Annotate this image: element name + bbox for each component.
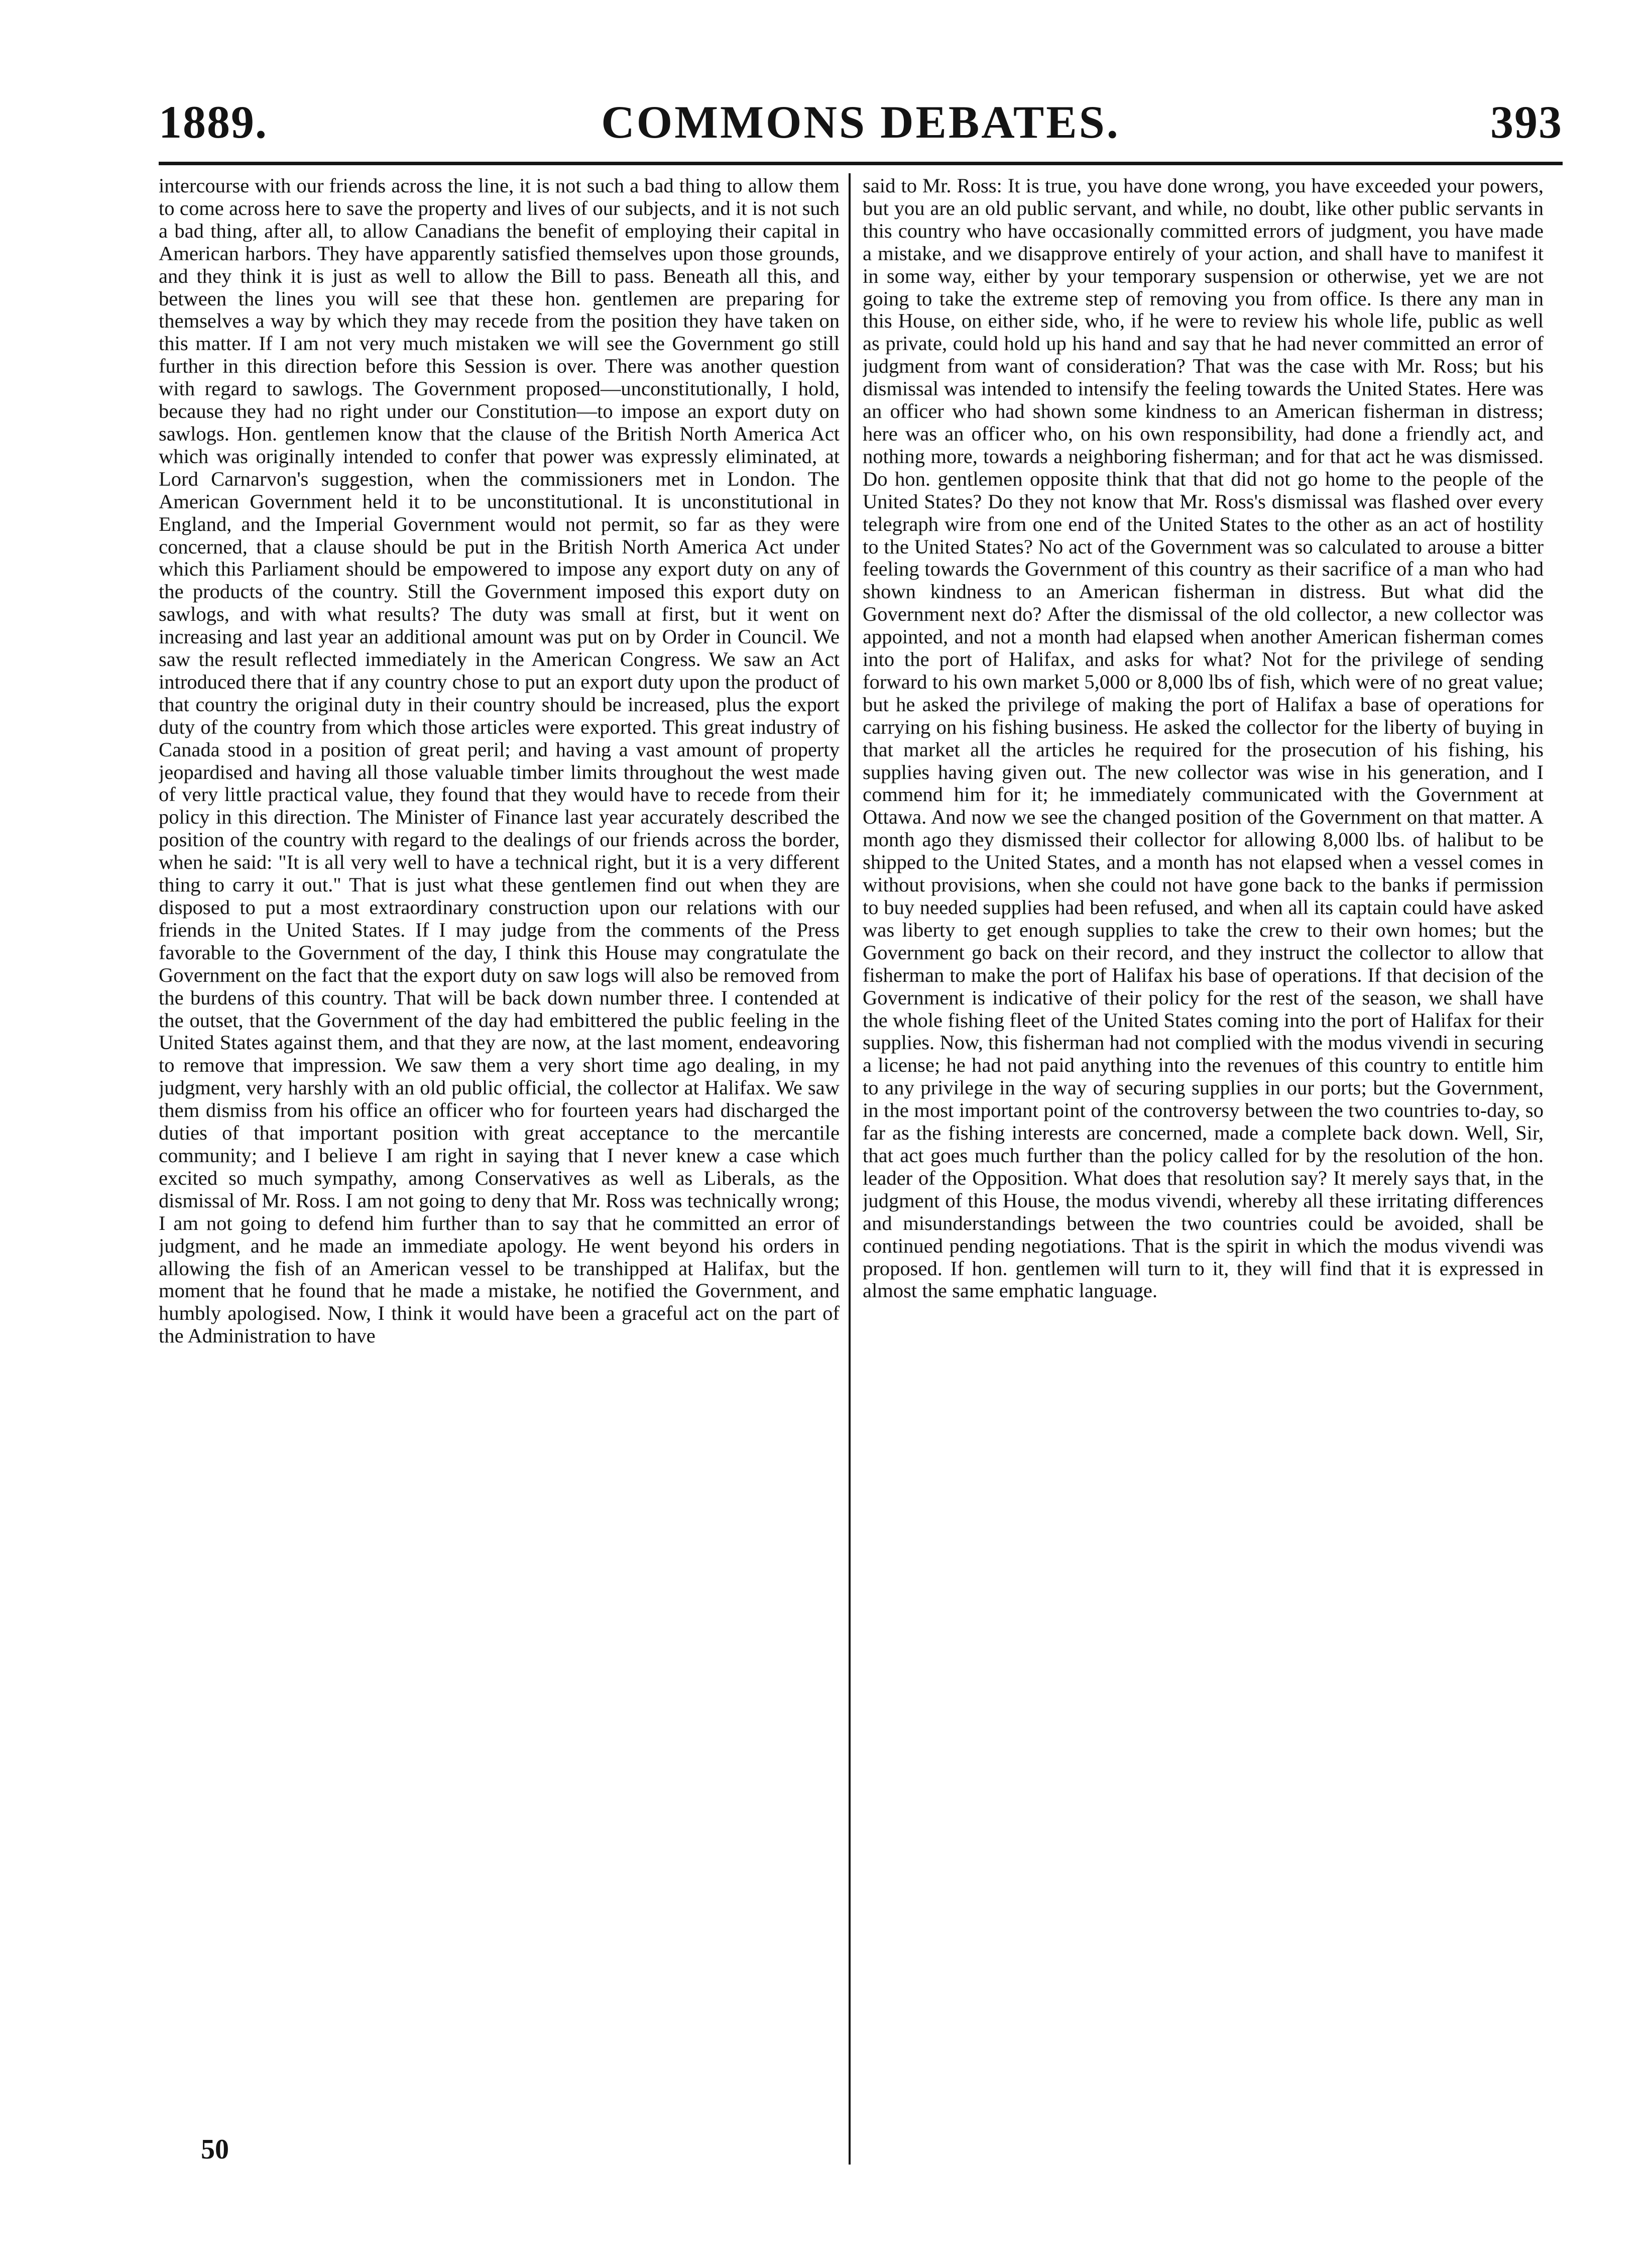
right-column-text: said to Mr. Ross: It is true, you have done wrong, you have exceeded your powers, but you are an old public servant, and while, no doubt, like other public servants in this country who have occasionally committed errors of judgment, you have made a mistake, and we disapprove entirely of your action, and shall have to manifest it in some way, either by your temporary suspension or otherwise, yet we are not going to take the extreme step of removing you from office. Is there any man in this House, on either side, who, if he were to review his whole life, public as well as private, could hold up his hand and say that he had never committed an error of judgment from want of consideration? That was the case with Mr. Ross; but his dismissal was intended to intensify the feeling towards the United States. Here was an officer who had shown some kindness to an American fisherman in distress; here was an officer who, on his own responsibility, had done a friendly act, and nothing more, towards a neighboring fisherman; and for that act he was dismissed. Do hon. gentlemen opposite think that that did not go home to the people of the United States? Do they not know that Mr. Ross's dismissal was flashed over every telegraph wire from one end of the United States to the other as an act of hostility to the United States? No act of the Government was so calculated to arouse a bitter feeling towards the Government of this country as their sacrifice of a man who had shown kindness to an American fisherman in distress. But what did the Government next do? After the dismissal of the old collector, a new collector was appointed, and not a month had elapsed when another American fisherman comes into the port of Halifax, and asks for what? Not for the privilege of sending forward to his own market 5,000 or 8,000 lbs of fish, which were of no great value; but he asked the privilege of making the port of Halifax a base of operations for carrying on his fishing business. He asked the collector for the liberty of buying in that market all the articles he required for the prosecution of his fishing, his supplies having given out. The new collector was wise in his generation, and I commend him for it; he immediately communicated with the Government at Ottawa. And now we see the changed position of the Government on that matter. A month ago they dismissed their collector for allowing 8,000 lbs. of halibut to be shipped to the United States, and a month has not elapsed when a vessel comes in without provisions, when she could not have gone back to the banks if permission to buy needed supplies had been refused, and when all its captain could have asked was liberty to get enough supplies to take the crew to their own homes; but the Government go back on their record, and they instruct the collector to allow that fisherman to make the port of Halifax his base of operations. If that decision of the Government is indicative of their policy for the rest of the season, we shall have the whole fishing fleet of the United States coming into the port of Halifax for their supplies. Now, this fisherman had not complied with the modus vivendi in securing a license; he had not paid anything into the revenues of this country to entitle him to any privilege in the way of securing supplies in our ports; but the Government, in the most important point of the controversy between the two countries to-day, so far as the fishing interests are concerned, made a complete back down. Well, Sir, that act goes much further than the policy called for by the resolution of the hon. leader of the Opposition. What does that resolution say? It merely says that, in the judgment of this House, the modus vivendi, whereby all these irritating differences and misunderstandings between the two countries could be avoided, shall be continued pending negotiations. That is the spirit in which the modus vivendi was proposed. If hon. gentlemen will turn to it, they will find that it is expressed in almost the same emphatic language. — [863, 175, 1544, 1302]
left-column-text: intercourse with our friends across the line, it is not such a bad thing to allow them to come across here to save the property and lives of our subjects, and it is not such a bad thing, after all, to allow Canadians the benefit of employing their capital in American harbors. They have apparently satisfied themselves upon those grounds, and they think it is just as well to allow the Bill to pass. Beneath all this, and between the lines you will see that these hon. gentlemen are preparing for themselves a way by which they may recede from the position they have taken on this matter. If I am not very much mistaken we will see the Government go still further in this direction before this Session is over. There was another question with regard to sawlogs. The Government proposed—unconstitutionally, I hold, because they had no right under our Constitution—to impose an export duty on sawlogs. Hon. gentlemen know that the clause of the British North America Act which was originally intended to confer that power was expressly eliminated, at Lord Carnarvon's suggestion, when the commissioners met in London. The American Government held it to be unconstitutional. It is unconstitutional in England, and the Imperial Government would not permit, so far as they were concerned, that a clause should be put in the British North America Act under which this Parliament should be empowered to impose any export duty on any of the products of the country. Still the Government imposed this export duty on sawlogs, and with what results? The duty was small at first, but it went on increasing and last year an additional amount was put on by Order in Council. We saw the result reflected immediately in the American Congress. We saw an Act introduced there that if any country chose to put an export duty upon the product of that country the original duty in their country should be increased, plus the export duty of the country from which those articles were exported. This great industry of Canada stood in a position of great peril; and having a vast amount of property jeopardised and having all those valuable timber limits throughout the west made of very little practical value, they found that they would have to recede from their policy in this direction. The Minister of Finance last year accurately described the position of the country with regard to the dealings of our friends across the border, when he said: "It is all very well to have a technical right, but it is a very different thing to carry it out." That is just what these gentlemen find out when they are disposed to put a most extraordinary construction upon our relations with our friends in the United States. If I may judge from the comments of the Press favorable to the Government of the day, I think this House may congratulate the Government on the fact that the export duty on saw logs will also be removed from the burdens of this country. That will be back down number three. I contended at the outset, that the Government of the day had embittered the public feeling in the United States against them, and that they are now, at the last moment, endeavoring to remove that impression. We saw them a very short time ago dealing, in my judgment, very harshly with an old public official, the collector at Halifax. We saw them dismiss from his office an officer who for fourteen years had discharged the duties of that important position with great acceptance to the mercantile community; and I believe I am right in saying that I never knew a case which excited so much sympathy, among Conservatives as well as Liberals, as the dismissal of Mr. Ross. I am not going to deny that Mr. Ross was technically wrong; I am not going to defend him further than to say that he committed an error of judgment, and he made an immediate apology. He went beyond his orders in allowing the fish of an American vessel to be transhipped at Halifax, but the moment that he found that he made a mistake, he notified the Government, and humbly apologised. Now, I think it would have been a graceful act on the part of the Administration to have — [159, 175, 840, 1347]
header-rule — [159, 162, 1563, 165]
header-title: COMMONS DEBATES. — [601, 96, 1120, 148]
left-column — [159, 175, 840, 2128]
page-header — [159, 94, 1563, 155]
header-year: 1889. — [159, 96, 268, 148]
column-divider — [849, 173, 851, 2165]
right-column — [863, 175, 1544, 2128]
header-page-number: 393 — [1490, 96, 1563, 148]
signature-mark: 50 — [201, 2134, 229, 2165]
